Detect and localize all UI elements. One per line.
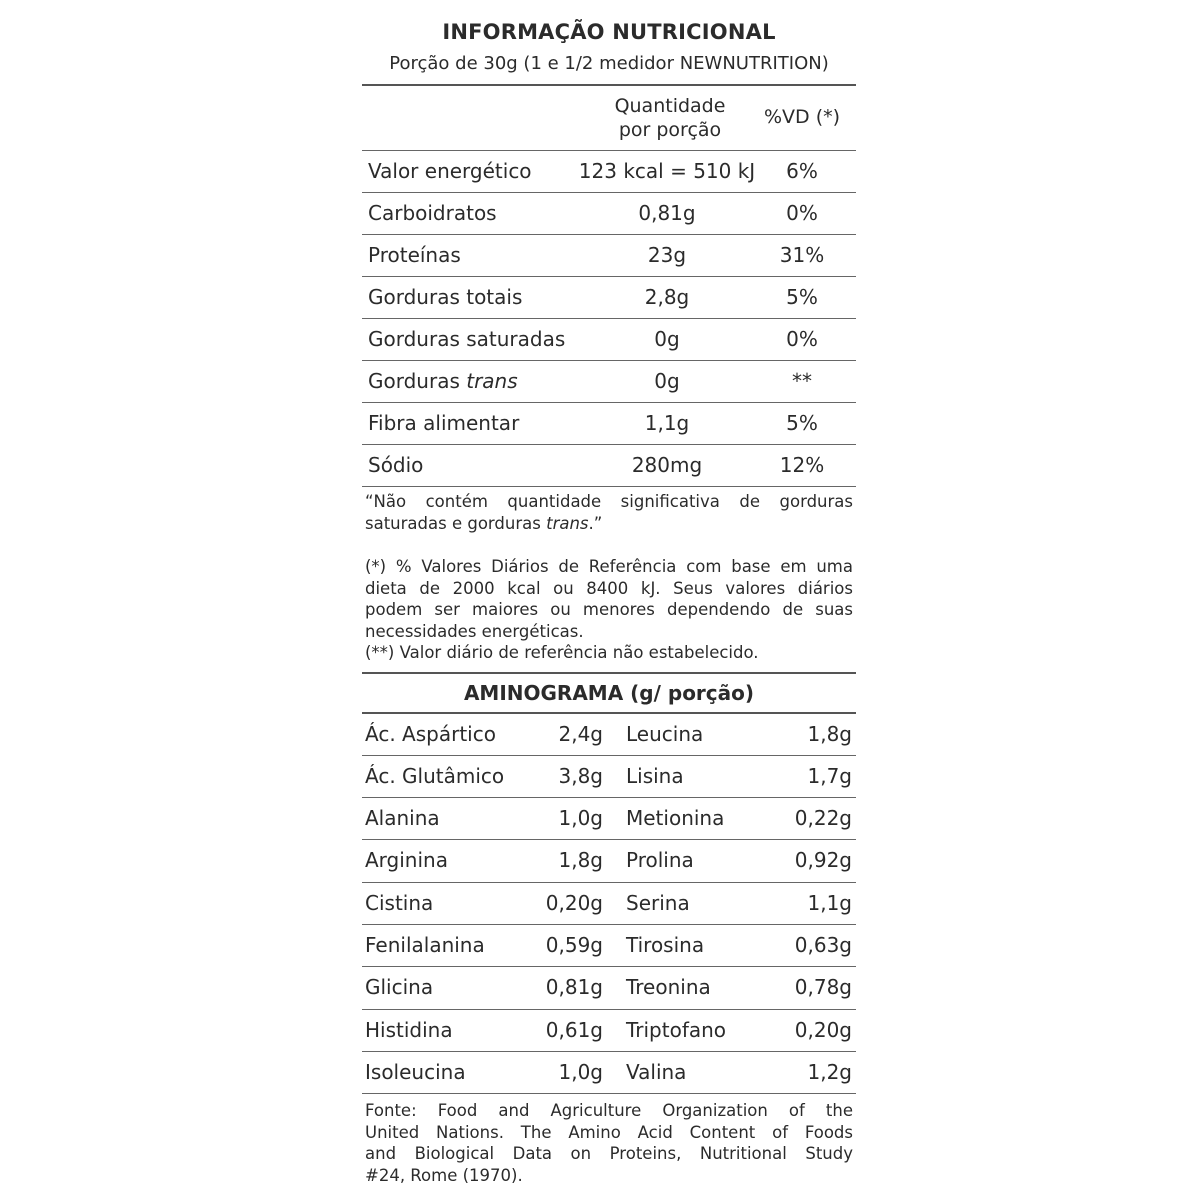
amino-value: 2,4g — [558, 721, 603, 746]
source-line: #24, Rome (1970). — [365, 1165, 523, 1185]
nutrition-table — [362, 150, 856, 487]
amino-value: 3,8g — [558, 763, 603, 788]
amino-name: Lisina — [626, 763, 684, 788]
amino-row — [362, 756, 856, 798]
amino-value: 1,8g — [558, 848, 603, 873]
nutrient-row — [362, 402, 856, 444]
vd-header: %VD (*) — [763, 106, 841, 128]
footnote-line: necessidades energéticas. — [365, 621, 584, 641]
nutrient-name: Fibra alimentar — [368, 411, 520, 435]
nutrient-quantity: 2,8g — [644, 285, 690, 309]
nutrient-row — [362, 318, 856, 360]
nutrient-name: Gorduras saturadas — [368, 327, 566, 351]
amino-name: Prolina — [626, 848, 694, 873]
footnote-line: (*) % Valores Diários de Referência com base em uma — [365, 557, 853, 576]
nutrient-quantity: 23g — [647, 243, 687, 267]
nutrient-name-text: Gorduras — [368, 369, 460, 393]
portion-size: Porção de 30g (1 e 1/2 medidor NEWNUTRITION) — [389, 53, 829, 74]
source-line: and Biological Data on Proteins, Nutritional Study — [365, 1144, 853, 1164]
nutrient-name-italic: trans — [466, 369, 518, 393]
footnote-line: (**) Valor diário de referência não estabelecido. — [365, 643, 759, 662]
nutrient-quantity: 1,1g — [644, 411, 690, 435]
nutrient-name — [368, 369, 518, 393]
amino-name: Glicina — [365, 975, 434, 1000]
amino-value: 0,61g — [545, 1017, 603, 1042]
note-text: .” — [588, 513, 603, 533]
vd-footnote — [362, 554, 856, 664]
amino-value: 0,22g — [794, 806, 852, 831]
nutrient-row — [362, 192, 856, 234]
amino-name: Triptofano — [626, 1017, 727, 1042]
amino-value: 1,0g — [558, 806, 603, 831]
amino-value: 1,2g — [807, 1059, 852, 1084]
quantity-header-line1: Quantidade — [614, 95, 726, 117]
amino-value: 0,92g — [794, 848, 852, 873]
nutrient-vd: 0% — [786, 201, 818, 225]
nutrient-vd: 31% — [779, 243, 825, 267]
label-title: INFORMAÇÃO NUTRICIONAL — [442, 20, 776, 44]
amino-name: Ác. Glutâmico — [365, 763, 505, 788]
nutrient-row — [362, 234, 856, 276]
aminogram-title: AMINOGRAMA (g/ porção) — [362, 672, 856, 714]
nutrient-row — [362, 150, 856, 192]
amino-value: 0,20g — [794, 1017, 852, 1042]
nutrient-quantity: 123 kcal = 510 kJ — [578, 159, 756, 183]
amino-name: Leucina — [626, 721, 704, 746]
quantity-header — [580, 94, 760, 142]
nutrient-vd: 5% — [786, 411, 818, 435]
nutrient-vd: 12% — [779, 453, 825, 477]
amino-value: 0,59g — [545, 932, 603, 957]
trans-fat-note — [362, 489, 856, 534]
amino-name: Arginina — [365, 848, 448, 873]
amino-row — [362, 925, 856, 967]
amino-name: Cistina — [365, 890, 434, 915]
nutrient-name: Gorduras totais — [368, 285, 523, 309]
source-line: United Nations. The Amino Acid Content of Foods — [365, 1122, 853, 1142]
nutrient-quantity: 0g — [654, 327, 680, 351]
nutrient-row — [362, 360, 856, 402]
nutrition-table-header — [362, 86, 856, 150]
note-italic: trans — [546, 513, 589, 533]
nutrient-vd: ** — [792, 369, 812, 393]
nutrient-name: Sódio — [368, 453, 424, 477]
nutrient-vd: 5% — [786, 285, 818, 309]
amino-row — [362, 798, 856, 840]
amino-name: Fenilalanina — [365, 932, 485, 957]
amino-row — [362, 883, 856, 925]
source-line: Fonte: Food and Agriculture Organization of the — [365, 1101, 853, 1121]
nutrient-quantity: 280mg — [631, 453, 703, 477]
amino-value: 1,7g — [807, 763, 852, 788]
nutrient-quantity: 0,81g — [638, 201, 696, 225]
amino-row — [362, 840, 856, 882]
footnote-line: podem ser maiores ou menores dependendo de suas — [365, 600, 853, 619]
amino-value: 0,20g — [545, 890, 603, 915]
nutrient-vd: 6% — [786, 159, 818, 183]
amino-row — [362, 1010, 856, 1052]
note-text: saturadas e gorduras — [365, 513, 547, 533]
nutrition-label — [362, 14, 856, 1185]
note-line: “Não contém quantidade significativa de gorduras — [365, 492, 853, 511]
amino-row — [362, 714, 856, 756]
amino-value: 1,1g — [807, 890, 852, 915]
amino-name: Alanina — [365, 806, 440, 831]
amino-value: 0,81g — [545, 975, 603, 1000]
quantity-header-line2: por porção — [618, 119, 722, 141]
amino-name: Serina — [626, 890, 690, 915]
nutrient-quantity: 0g — [654, 369, 680, 393]
amino-name: Tirosina — [626, 932, 705, 957]
amino-name: Ác. Aspártico — [365, 721, 496, 746]
amino-name: Valina — [626, 1059, 687, 1084]
nutrient-row — [362, 276, 856, 318]
amino-name: Metionina — [626, 806, 725, 831]
amino-name: Treonina — [626, 975, 711, 1000]
nutrient-name: Proteínas — [368, 243, 461, 267]
amino-row — [362, 1052, 856, 1094]
nutrient-name: Valor energético — [368, 159, 532, 183]
amino-name: Histidina — [365, 1017, 453, 1042]
amino-value: 1,8g — [807, 721, 852, 746]
amino-value: 0,63g — [794, 932, 852, 957]
aminogram-table — [362, 714, 856, 1095]
nutrient-vd: 0% — [786, 327, 818, 351]
amino-row — [362, 967, 856, 1009]
footnote-line: dieta de 2000 kcal ou 8400 kJ. Seus valores diários — [365, 578, 853, 598]
amino-value: 1,0g — [558, 1059, 603, 1084]
amino-value: 0,78g — [794, 975, 852, 1000]
note-line — [365, 513, 853, 535]
nutrient-row — [362, 444, 856, 487]
source-citation — [362, 1094, 856, 1185]
amino-name: Isoleucina — [365, 1059, 466, 1084]
nutrient-name: Carboidratos — [368, 201, 497, 225]
